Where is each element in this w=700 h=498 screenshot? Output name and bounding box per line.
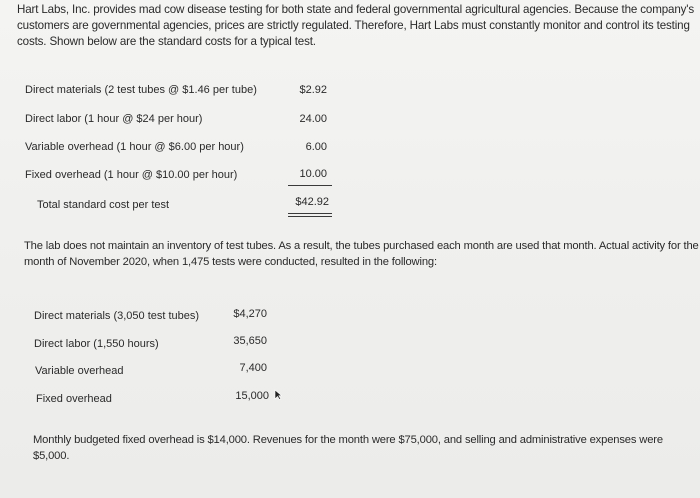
standard-cost-value: 6.00 <box>305 141 327 153</box>
standard-cost-label: Fixed overhead (1 hour @ $10.00 per hour) <box>25 169 238 181</box>
actual-cost-value: $4,270 <box>233 308 267 320</box>
standard-cost-value: $2.92 <box>299 84 327 96</box>
actual-activity-paragraph: The lab does not maintain an inventory of test tubes. As a result, the tubes purchased each month are used that month. Actual activity for the month of November 2020, when 1,475 tests were conducted, resulted in the following: <box>24 240 699 268</box>
actual-cost-value: 7,400 <box>239 362 267 374</box>
standard-total-value: $42.92 <box>295 196 329 208</box>
intro-paragraph: Hart Labs, Inc. provides mad cow disease testing for both state and federal governmental agricultural agencies. Because the company's customers are governmental agencies, prices are strictly regulated. Therefore, Hart Labs must constantly monitor and control its testing costs. Shown below are the standard costs for a typical test. <box>17 3 694 48</box>
actual-cost-label: Direct labor (1,550 hours) <box>34 338 159 350</box>
standard-total-label: Total standard cost per test <box>37 199 170 211</box>
standard-cost-label: Direct labor (1 hour @ $24 per hour) <box>25 113 203 125</box>
total-rule-bottom <box>288 216 332 217</box>
standard-cost-label: Direct materials (2 test tubes @ $1.46 per tube) <box>25 84 257 96</box>
actual-cost-value: 15,000 <box>235 390 269 402</box>
subtotal-rule <box>288 185 332 186</box>
actual-cost-label: Variable overhead <box>35 365 124 377</box>
standard-cost-label: Variable overhead (1 hour @ $6.00 per hour) <box>25 141 244 153</box>
mouse-cursor-icon <box>274 389 282 400</box>
actual-cost-label: Fixed overhead <box>36 393 112 405</box>
standard-cost-value: 10.00 <box>299 168 327 180</box>
actual-cost-label: Direct materials (3,050 test tubes) <box>34 310 200 322</box>
actual-cost-value: 35,650 <box>233 335 267 347</box>
standard-cost-value: 24.00 <box>299 113 327 125</box>
total-rule-top <box>288 213 332 214</box>
closing-paragraph: Monthly budgeted fixed overhead is $14,000. Revenues for the month were $75,000, and selling and administrative expenses were $5,000. <box>33 434 663 462</box>
